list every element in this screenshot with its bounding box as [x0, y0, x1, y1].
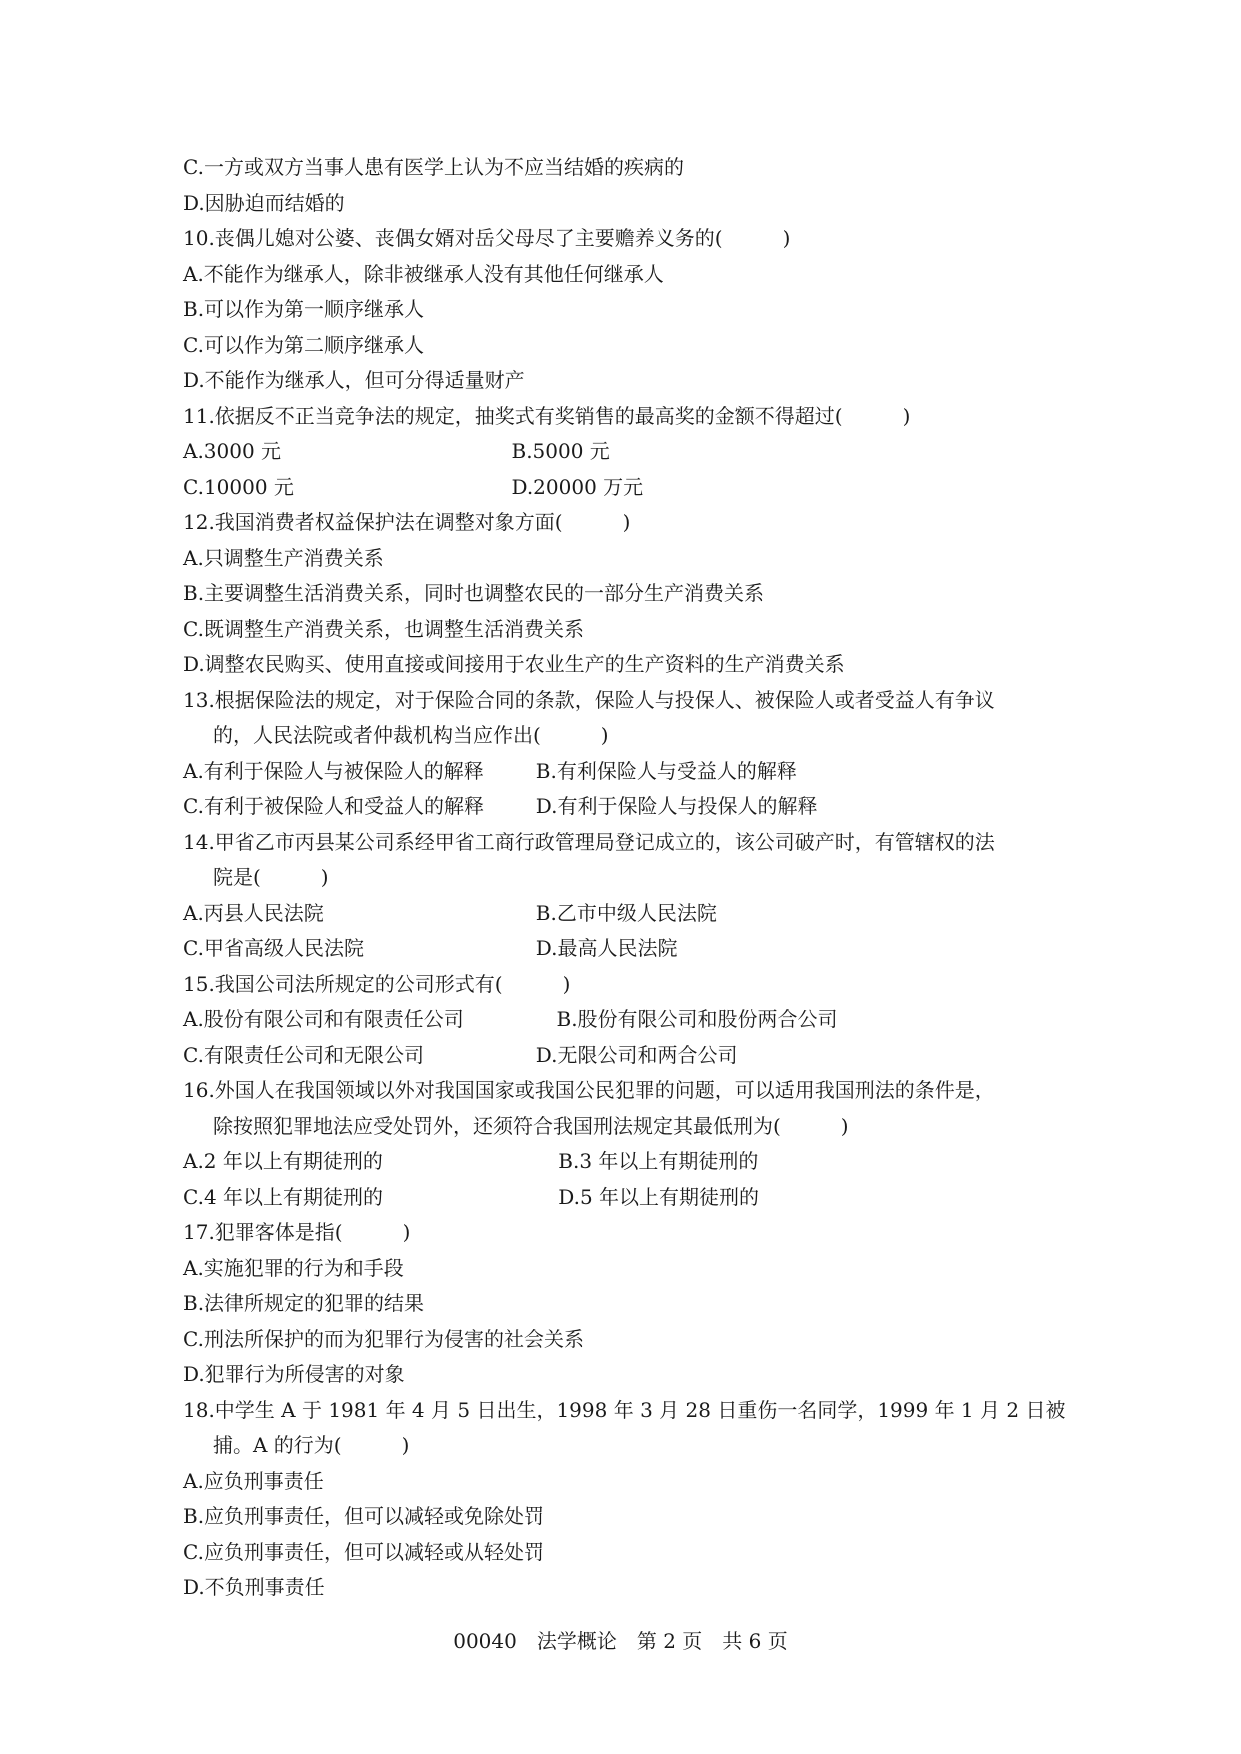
- q14-stem-line-2: 院是( ): [213, 865, 329, 889]
- q13-option-a: A.有利于保险人与被保险人的解释: [183, 758, 484, 783]
- q16-option-a: A.2 年以上有期徒刑的: [183, 1149, 383, 1173]
- q18-option-a: A.应负刑事责任: [183, 1468, 324, 1493]
- q17-option-d: D.犯罪行为所侵害的对象: [183, 1362, 405, 1386]
- q9-option-d: D.因胁迫而结婚的: [183, 190, 345, 215]
- q18-stem-line-1: 18.中学生 A 于 1981 年 4 月 5 日出生，1998 年 3 月 28 日重伤一名同学，1999 年 1 月 2 日被: [183, 1397, 1066, 1422]
- q15-stem: 15.我国公司法所规定的公司形式有( ): [183, 971, 571, 996]
- q12-stem: 12.我国消费者权益保护法在调整对象方面( ): [183, 510, 631, 534]
- q14-stem-line-1: 14.甲省乙市丙县某公司系经甲省工商行政管理局登记成立的，该公司破产时，有管辖权的法: [183, 829, 995, 854]
- q10-option-b: B.可以作为第一顺序继承人: [183, 297, 425, 321]
- q13-option-d: D.有利于保险人与投保人的解释: [535, 794, 818, 818]
- q17-option-c: C.刑法所保护的而为犯罪行为侵害的社会关系: [183, 1326, 584, 1351]
- q14-option-b: B.乙市中级人民法院: [535, 900, 717, 925]
- q11-option-c: C.10000 元: [183, 474, 294, 499]
- q12-option-a: A.只调整生产消费关系: [183, 545, 384, 570]
- q13-option-c: C.有利于被保险人和受益人的解释: [183, 794, 484, 818]
- q12-option-c: C.既调整生产消费关系，也调整生活消费关系: [183, 616, 584, 641]
- q16-options-row-2: [183, 1180, 1083, 1216]
- q16-options-row-1: [183, 1144, 1083, 1180]
- q10-stem: 10.丧偶儿媳对公婆、丧偶女婿对岳父母尽了主要赡养义务的( ): [183, 226, 791, 250]
- q12-option-b: B.主要调整生活消费关系，同时也调整农民的一部分生产消费关系: [183, 581, 765, 605]
- q14-option-d: D.最高人民法院: [535, 936, 678, 960]
- q16-option-b: B.3 年以上有期徒刑的: [558, 1149, 759, 1173]
- q15-option-c: C.有限责任公司和无限公司: [183, 1042, 424, 1067]
- q15-option-a: A.股份有限公司和有限责任公司: [183, 1007, 464, 1031]
- q14-option-c: C.甲省高级人民法院: [183, 936, 364, 960]
- q17-option-b: B.法律所规定的犯罪的结果: [183, 1291, 425, 1315]
- q15-option-b: B.股份有限公司和股份两合公司: [556, 1007, 838, 1031]
- q18-stem-line-2: 捕。A 的行为( ): [213, 1433, 410, 1457]
- q18-option-d: D.不负刑事责任: [183, 1575, 325, 1599]
- q9-option-c: C.一方或双方当事人患有医学上认为不应当结婚的疾病的: [183, 155, 684, 179]
- q18-option-b: B.应负刑事责任，但可以减轻或免除处罚: [183, 1504, 545, 1528]
- q17-stem: 17.犯罪客体是指( ): [183, 1220, 411, 1244]
- q10-option-a: A.不能作为继承人，除非被继承人没有其他任何继承人: [183, 261, 664, 286]
- q16-stem-line-2: 除按照犯罪地法应受处罚外，还须符合我国刑法规定其最低刑为( ): [213, 1113, 849, 1138]
- q18-option-c: C.应负刑事责任，但可以减轻或从轻处罚: [183, 1539, 544, 1564]
- q12-option-d: D.调整农民购买、使用直接或间接用于农业生产的生产资料的生产消费关系: [183, 652, 845, 676]
- q15-options-row-1: [183, 1002, 1083, 1038]
- q11-stem: 11.依据反不正当竞争法的规定，抽奖式有奖销售的最高奖的金额不得超过( ): [183, 403, 911, 428]
- q10-option-d: D.不能作为继承人，但可分得适量财产: [183, 368, 525, 392]
- q16-option-c: C.4 年以上有期徒刑的: [183, 1184, 384, 1209]
- q11-option-d: D.20000 万元: [511, 474, 644, 499]
- q16-option-d: D.5 年以上有期徒刑的: [558, 1184, 760, 1209]
- page-footer: 00040 法学概论 第 2 页 共 6 页: [453, 1629, 788, 1653]
- q15-option-d: D.无限公司和两合公司: [535, 1042, 738, 1067]
- q13-options-row-2: [183, 789, 1083, 825]
- q13-stem-line-1: 13.根据保险法的规定，对于保险合同的条款，保险人与投保人、被保险人或者受益人有争议: [183, 687, 995, 712]
- q11-options-row-2: [183, 470, 1083, 506]
- q15-options-row-2: [183, 1038, 1083, 1074]
- q11-option-b: B.5000 元: [511, 439, 610, 463]
- q13-stem-line-2: 的，人民法院或者仲裁机构当应作出( ): [213, 723, 609, 747]
- exam-page: [183, 150, 1083, 1606]
- q13-option-b: B.有利保险人与受益人的解释: [535, 758, 797, 783]
- q13-options-row-1: [183, 754, 1083, 790]
- q17-option-a: A.实施犯罪的行为和手段: [183, 1255, 404, 1280]
- q14-options-row-1: [183, 896, 1083, 932]
- q10-option-c: C.可以作为第二顺序继承人: [183, 332, 424, 357]
- q11-option-a: A.3000 元: [183, 439, 282, 463]
- q14-option-a: A.丙县人民法院: [183, 900, 324, 925]
- q14-options-row-2: [183, 931, 1083, 967]
- q16-stem-line-1: 16.外国人在我国领域以外对我国国家或我国公民犯罪的问题，可以适用我国刑法的条件是，: [183, 1078, 995, 1102]
- q11-options-row-1: [183, 434, 1083, 470]
